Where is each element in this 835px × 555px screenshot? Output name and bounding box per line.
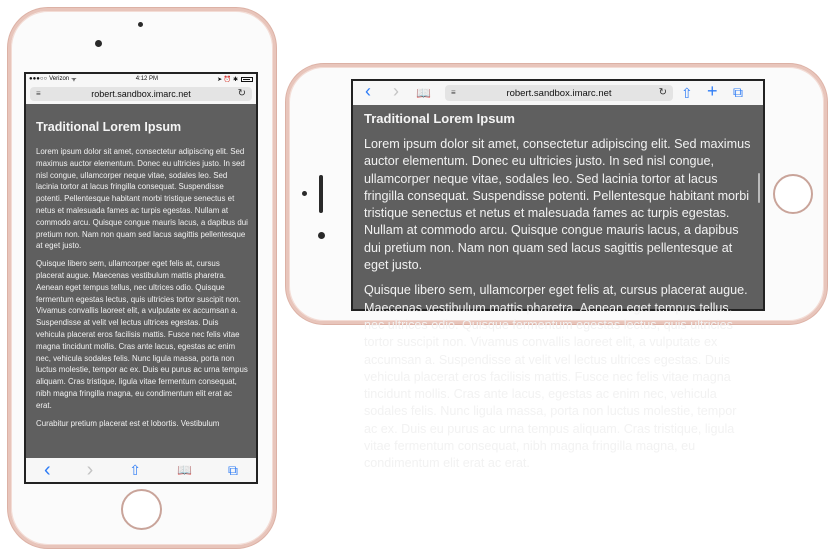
landscape-toolbar [353,81,763,105]
url-text: robert.sandbox.imarc.net [506,87,612,99]
home-button-portrait[interactable] [121,489,162,530]
new-tab-icon[interactable]: + [707,81,718,101]
earpiece-speaker-landscape [319,175,323,213]
portrait-screen [24,72,258,484]
front-camera-landscape [318,232,325,239]
forward-icon[interactable]: › [86,459,94,481]
bookmarks-icon[interactable]: 📖 [416,86,431,100]
clock: 4:12 PM [135,76,159,82]
tabs-icon[interactable]: ⧉ [227,462,238,478]
article-content-landscape [364,111,751,481]
address-bar[interactable] [445,85,673,101]
reload-icon[interactable]: ↻ [658,87,667,98]
article-paragraph: Lorem ipsum dolor sit amet, consectetur adipiscing elit. Sed maximus auctor elementum. Donec eu ultricies justo. In sed nisl congue, ullamcorper neque vitae, sodales leo. Sed lacinia tortor at lacus fringilla consequat. Suspendisse potenti. Pellentesque habitant morbi tristique senectus et netus et malesuada fames ac turpis egestas. Nullam at commodo arcu. Quisque congue mauris lacus, a dapibus dui pretium non. Nam non quam sed lacus sagittis pellentesque at eget justo. [364,137,751,273]
status-icons: ➤ ⏰ ✱ [217,76,238,83]
back-icon[interactable]: ‹ [43,459,51,481]
home-button-landscape[interactable] [773,174,813,214]
reader-view-icon[interactable]: ≡ [36,89,41,98]
wifi-icon: ᯤ [71,77,77,83]
status-bar [26,74,256,84]
address-bar[interactable] [30,87,252,101]
earpiece-speaker [138,22,143,27]
article-paragraph: Curabitur pretium placerat est et lobortis. Vestibulum [36,418,220,428]
share-icon[interactable]: ⇧ [681,85,693,101]
battery-icon [241,77,253,82]
scroll-indicator[interactable] [758,173,760,203]
side-dot [302,191,307,196]
landscape-screen [351,79,765,471]
article-paragraph: Lorem ipsum dolor sit amet, consectetur adipiscing elit. Sed maximus auctor elementum. Donec eu ultricies justo. In sed nisl congue, ullamcorper neque vitae, sodales leo. Sed lacinia tortor at lacus fringilla consequat. Suspendisse potenti. Pellentesque habitant morbi tristique senectus et netus et malesuada fames ac turpis egestas. Nullam at commodo arcu. Quisque congue mauris lacus, a dapibus dui pretium non. Nam non quam sed lacus sagittis pellentesque at eget justo. [36,147,248,251]
article-content [36,120,248,435]
bookmarks-icon[interactable]: 📖 [177,463,192,477]
reload-icon[interactable]: ↻ [237,88,246,99]
signal-strength-icon: ●●●○○ [29,76,48,82]
share-icon[interactable]: ⇧ [129,462,142,478]
article-paragraph: Quisque libero sem, ullamcorper eget felis at, cursus placerat augue. Maecenas vestibulum mattis pharetra. Aenean eget tempus tellus, nec ultrices odio. Quisque fermentum egestas lectus, quis ultricies tortor suscipit non. Vivamus convallis laoreet elit, a vulputate ex accumsan a. Suspendisse at velit vel lectus ultrices egestas. Duis vehicula placerat eros facilisis mattis. Fusce nec felis vitae magna tincidunt mollis. Cras ante lacus, egestas ac enim nec, vehicula sodales felis. Nunc ligula massa, porta non luctus molestie, tempor ac ex. Duis eu purus ac urna tempus aliquam. Cras tristique, ligula vitae fermentum consequat, nibh magna fringilla magna, eu condimentum elit erat ac erat. [364,283,748,471]
front-camera [95,40,102,47]
article-title: Traditional Lorem Ipsum [36,120,182,134]
url-text: robert.sandbox.imarc.net [91,89,191,99]
back-icon[interactable]: ‹ [365,81,371,101]
forward-icon[interactable]: › [393,81,399,101]
article-title: Traditional Lorem Ipsum [364,111,515,126]
tabs-icon[interactable]: ⧉ [733,84,743,100]
article-paragraph: Quisque libero sem, ullamcorper eget felis at, cursus placerat augue. Maecenas vestibulum mattis pharetra. Aenean eget tempus tellus, nec ultrices odio. Quisque fermentum egestas lectus, quis ultricies tortor suscipit non. Vivamus convallis laoreet elit, a vulputate ex accumsan a. Suspendisse at velit vel lectus ultrices egestas. Duis vehicula placerat eros facilisis mattis. Fusce nec felis vitae magna tincidunt mollis. Cras ante lacus, egestas ac enim nec, vehicula sodales felis. Nunc ligula massa, porta non luctus molestie, tempor ac ex. Duis eu purus ac urna tempus aliquam. Cras tristique, ligula vitae fermentum consequat, nibh magna fringilla magna, eu condimentum elit erat ac erat. [36,259,248,410]
carrier-label: Verizon [49,76,70,82]
reader-view-icon[interactable]: ≡ [451,88,456,97]
bottom-toolbar [26,458,256,482]
address-bar-container [26,84,256,104]
